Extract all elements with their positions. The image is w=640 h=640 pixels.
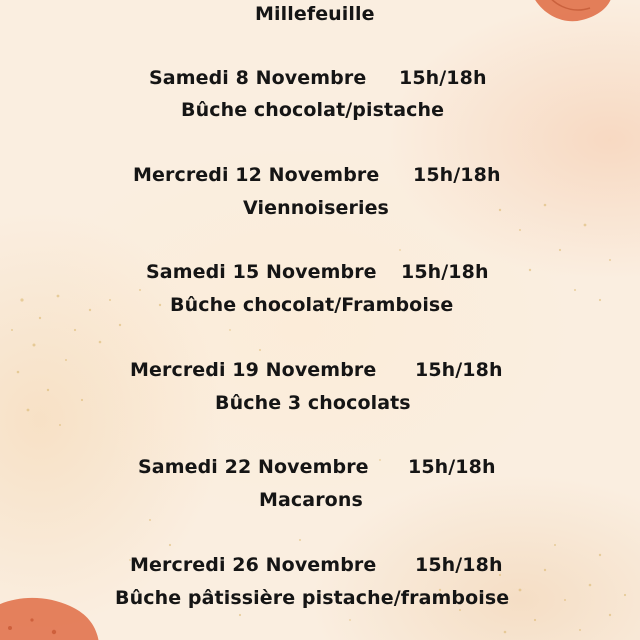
entry-item: Bûche pâtissière pistache/framboise <box>115 587 510 609</box>
entry-item: Bûche chocolat/Framboise <box>170 294 454 316</box>
entry-date: Mercredi 26 Novembre <box>130 554 377 576</box>
entry-time: 15h/18h <box>408 456 496 478</box>
entry-item: Bûche chocolat/pistache <box>181 99 445 121</box>
entry-time: 15h/18h <box>399 67 487 89</box>
entry-date: Samedi 8 Novembre <box>149 67 367 89</box>
entry-time: 15h/18h <box>415 359 503 381</box>
entry-date: Mercredi 12 Novembre <box>133 164 380 186</box>
entry-time: 15h/18h <box>401 261 489 283</box>
schedule-title: Millefeuille <box>255 3 375 25</box>
entry-time: 15h/18h <box>415 554 503 576</box>
entry-date: Mercredi 19 Novembre <box>130 359 377 381</box>
entry-time: 15h/18h <box>413 164 501 186</box>
entry-item: Viennoiseries <box>243 197 389 219</box>
entry-date: Samedi 15 Novembre <box>146 261 377 283</box>
entry-item: Macarons <box>259 489 363 511</box>
entry-item: Bûche 3 chocolats <box>215 392 411 414</box>
entry-date: Samedi 22 Novembre <box>138 456 369 478</box>
